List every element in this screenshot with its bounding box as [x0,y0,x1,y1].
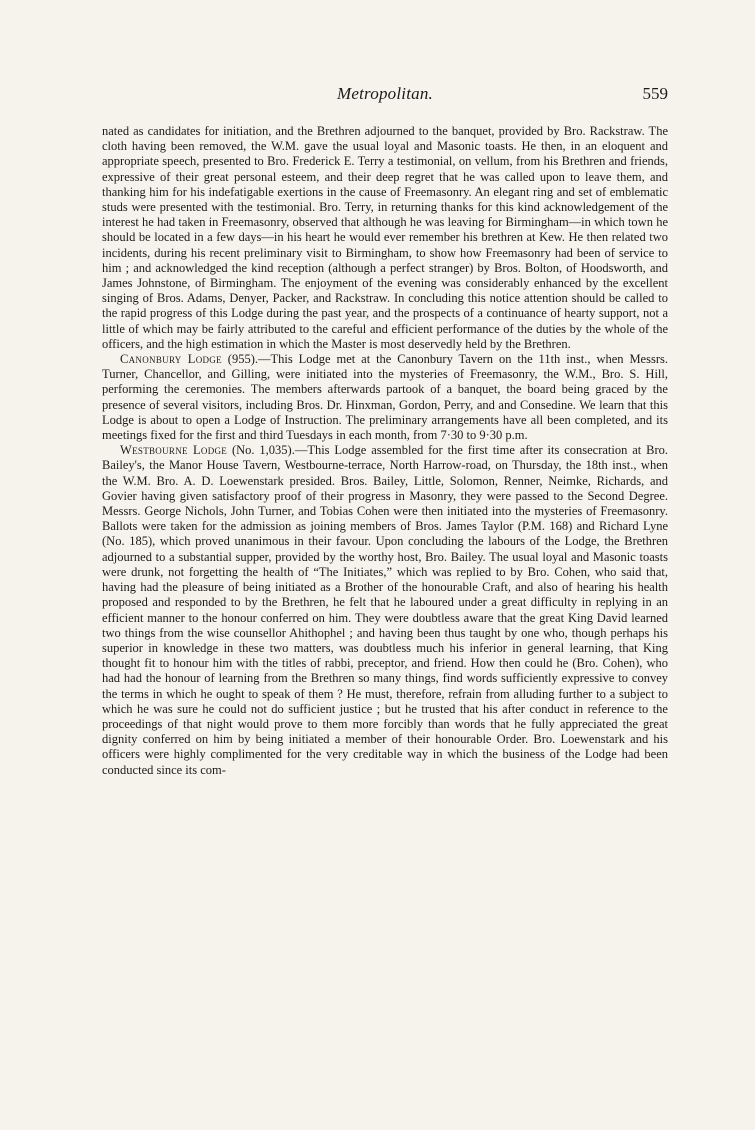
running-header [102,84,668,110]
lodge-heading: Westbourne Lodge [120,443,228,458]
paragraph-text: (No. 1,035).—This Lodge assembled for the first time after its consecration at Bro. Bailey's, the Manor House Tavern, Westbourne-terrace, North Harrow-road, on Thursday, the 18th inst., when the W.M. Bro. A. D. Loewenstark presided. Bros. Bailey, Little, Solomon, Renner, Neimke, Richards, and Govier having given satisfactory proof of their progress in Masonry, they were passed to the Second Degree. Messrs. George Nichols, John Turner, and Tobias Cohen were then initiated into the mysteries of Freemasonry. Ballots were taken for the admission as joining members of Bros. James Taylor (P.M. 168) and Richard Lyne (No. 185), which proved unanimous in their favour. Upon concluding the labours of the Lodge, the Brethren adjourned to a substantial supper, provided by the worthy host, Bro. Bailey. The usual loyal and Masonic toasts were drunk, not forgetting the health of “The Initiates,” which was replied to by Bro. Cohen, who said that, having had the pleasure of being initiated as a Brother of the honourable Craft, and also of hearing his health proposed and responded to by the Brethren, he felt that he laboured under a great difficulty in replying in an efficient manner to the honour conferred on him. They were doubtless aware that the great King David learned two things from the wise counsellor Ahithophel ; and having been thus taught by one who, though perhaps his superior in knowledge in these two matters, was doubtless much his inferior in general learning, that King thought fit to honour him with the titles of rabbi, preceptor, and friend. How then could he (Bro. Cohen), who had had the honour of learning from the Brethren so many things, find words sufficiently expressive to convey the terms in which he ought to speak of them ? He must, therefore, refrain from alluding further to a subject to which he was sure he could not do sufficient justice ; but he trusted that his after conduct in reference to the proceedings of that night would prove to them more forcibly than words that he fully appreciated the great dignity conferred on him by being initiated a member of their honourable Order. Bro. Loewenstark and his officers were highly complimented for the very creditable way in which the business of the Lodge had been conducted since its com- [102,443,669,777]
paragraph-kew-lodge-continued [102,124,668,352]
paragraph-westbourne-lodge [102,443,668,777]
article-body [102,124,668,778]
paragraph-text: (955).—This Lodge met at the Canonbury Tavern on the 11th inst., when Messrs. Turner, Chancellor, and Gilling, were initiated into the mysteries of Freemasonry, the W.M., Bro. S. Hill, performing the ceremonies. The members afterwards partook of a banquet, the board being graced by the presence of several visitors, including Bros. Dr. Hinxman, Gordon, Perry, and and Consedine. We learn that this Lodge is about to open a Lodge of Instruction. The preliminary arrangements have all been completed, and its meetings fixed for the first and third Tuesdays in each month, from 7·30 to 9·30 p.m. [102,352,668,443]
page-number: 559 [642,84,668,103]
running-title: Metropolitan. [337,84,433,103]
lodge-heading: Canonbury Lodge [120,352,222,367]
paragraph-text: nated as candidates for initiation, and the Brethren adjourned to the banquet, provided by Bro. Rackstraw. The cloth having been removed, the W.M. gave the usual loyal and Masonic toasts. He then, in an eloquent and appropriate speech, presented to Bro. Frederick E. Terry a testimonial, on vellum, from his Brethren and friends, expressive of their great personal esteem, and their deep regret that he was called upon to leave them, and thanking him for his indefatigable exertions in the cause of Freemasonry. An elegant ring and set of emblematic studs were presented with the testimonial. Bro. Terry, in returning thanks for this kind acknowledgement of the interest he had taken in Freemasonry, observed that although he was leaving for Birmingham—in which town he should be located in a few days—in his heart he would ever remember his brethren at Kew. He then related two incidents, during his recent preliminary visit to Birmingham, to show how Freemasonry had been of service to him ; and acknowledged the kind reception (although a perfect stranger) by Bros. Bolton, of Hoodsworth, and James Johnstone, of Birmingham. The enjoyment of the evening was considerably enhanced by the excellent singing of Bros. Adams, Denyer, Packer, and Rackstraw. In concluding this notice attention should be called to the rapid progress of this Lodge during the past year, and the prospects of a continuance of hearty support, not a little of which may be fairly attributed to the careful and efficient performance of the duties by the whole of the officers, and the high estimation in which the Master is most deservedly held by the Brethren. [102,124,668,351]
paragraph-canonbury-lodge [102,352,668,443]
